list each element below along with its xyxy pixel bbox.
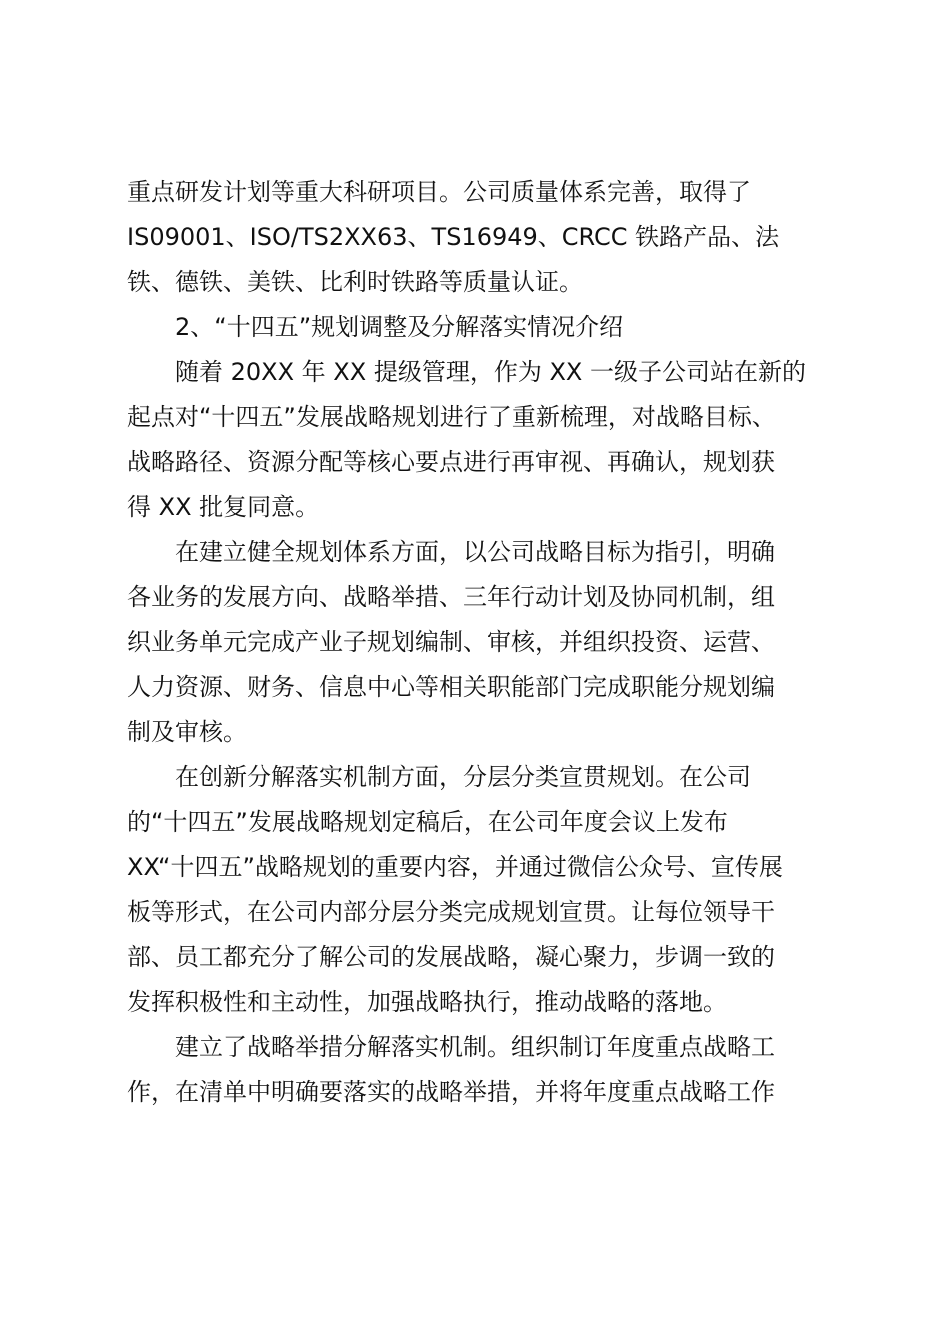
text-line: 战略路径、资源分配等核心要点进行再审视、再确认，规划获: [127, 448, 775, 476]
text-line: 重点研发计划等重大科研项目。公司质量体系完善，取得了: [127, 178, 751, 206]
text-line: 各业务的发展方向、战略举措、三年行动计划及协同机制，组: [127, 583, 775, 611]
text-line: 得 XX 批复同意。: [127, 493, 320, 521]
text-line: 铁、德铁、美铁、比利时铁路等质量认证。: [127, 268, 583, 296]
paragraph-start: 随着 20XX 年 XX 提级管理，作为 XX 一级子公司站在新的: [175, 358, 806, 386]
text-line: 部、员工都充分了解公司的发展战略，凝心聚力，步调一致的: [127, 943, 775, 971]
section-heading: 2、“十四五”规划调整及分解落实情况介绍: [175, 313, 624, 341]
paragraph-start: 建立了战略举措分解落实机制。组织制订年度重点战略工: [175, 1033, 775, 1061]
document-body: [127, 170, 827, 1115]
text-line: 作，在清单中明确要落实的战略举措，并将年度重点战略工作: [127, 1078, 775, 1106]
text-line: 制及审核。: [127, 718, 247, 746]
text-line: 板等形式，在公司内部分层分类完成规划宣贯。让每位领导干: [127, 898, 775, 926]
text-line: 织业务单元完成产业子规划编制、审核，并组织投资、运营、: [127, 628, 775, 656]
text-line: 起点对“十四五”发展战略规划进行了重新梳理，对战略目标、: [127, 403, 776, 431]
text-line: XX“十四五”战略规划的重要内容，并通过微信公众号、宣传展: [127, 853, 783, 881]
text-line: IS09001、ISO/TS2XX63、TS16949、CRCC 铁路产品、法: [127, 223, 780, 251]
paragraph-start: 在创新分解落实机制方面，分层分类宣贯规划。在公司: [175, 763, 751, 791]
text-line: 人力资源、财务、信息中心等相关职能部门完成职能分规划编: [127, 673, 775, 701]
text-line: 发挥积极性和主动性，加强战略执行，推动战略的落地。: [127, 988, 727, 1016]
paragraph-start: 在建立健全规划体系方面，以公司战略目标为指引，明确: [175, 538, 775, 566]
text-line: 的“十四五”发展战略规划定稿后，在公司年度会议上发布: [127, 808, 728, 836]
